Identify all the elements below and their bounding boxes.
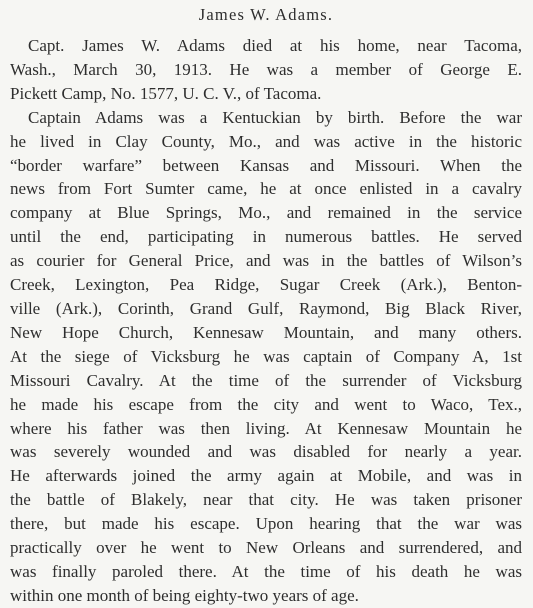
paragraph-2-line-16: He afterwards joined the army again at Mobile, and was in (10, 466, 522, 486)
paragraph-2-line-3: “border warfare” between Kansas and Missouri. When the (10, 155, 522, 175)
paragraph-2-line-6: until the end, participating in numerous battles. He served (10, 227, 522, 247)
paragraph-2-line-7: as courier for General Price, and was in the battles of Wilson’s (10, 251, 522, 271)
paragraph-2-line-14: where his father was then living. At Kennesaw Mountain he (10, 418, 522, 438)
paragraph-2-line-17: the battle of Blakely, near that city. He was taken prisoner (10, 490, 522, 510)
paragraph-2-line-15: was severely wounded and was disabled for nearly a year. (10, 442, 522, 462)
paragraph-2-line-21: within one month of being eighty-two years of age. (10, 585, 359, 605)
obituary-title: James W. Adams. (198, 5, 334, 24)
paragraph-2-line-4: news from Fort Sumter came, he at once enlisted in a cavalry (10, 179, 522, 199)
paragraph-2-line-18: there, but made his escape. Upon hearing that the war was (10, 514, 522, 534)
obituary-body (10, 34, 522, 608)
paragraph-1-line-3: Pickett Camp, No. 1577, U. C. V., of Tacoma. (10, 83, 322, 103)
paragraph-1-line-1: Capt. James W. Adams died at his home, near Tacoma, (28, 36, 522, 55)
paragraph-2-line-19: practically over he went to New Orleans and surrendered, and (10, 538, 522, 558)
paragraph-2-line-10: New Hope Church, Kennesaw Mountain, and many others. (10, 322, 522, 342)
paragraph-2-line-8: Creek, Lexington, Pea Ridge, Sugar Creek (Ark.), Benton- (10, 275, 522, 295)
paragraph-2-line-20: was finally paroled there. At the time of his death he was (10, 561, 522, 581)
paragraph-1-line-2: Wash., March 30, 1913. He was a member of George E. (10, 59, 522, 79)
paragraph-2-line-9: ville (Ark.), Corinth, Grand Gulf, Raymond, Big Black River, (10, 298, 522, 318)
paragraph-2-line-12: Missouri Cavalry. At the time of the surrender of Vicksburg (10, 370, 522, 390)
paragraph-2-line-5: company at Blue Springs, Mo., and remained in the service (10, 203, 522, 223)
paragraph-2-line-11: At the siege of Vicksburg he was captain of Company A, 1st (10, 346, 522, 366)
paragraph-2-line-1: Captain Adams was a Kentuckian by birth. Before the war (28, 107, 522, 127)
paragraph-2-line-13: he made his escape from the city and went to Waco, Tex., (10, 394, 522, 414)
paragraph-2-line-2: he lived in Clay County, Mo., and was active in the historic (10, 131, 522, 151)
